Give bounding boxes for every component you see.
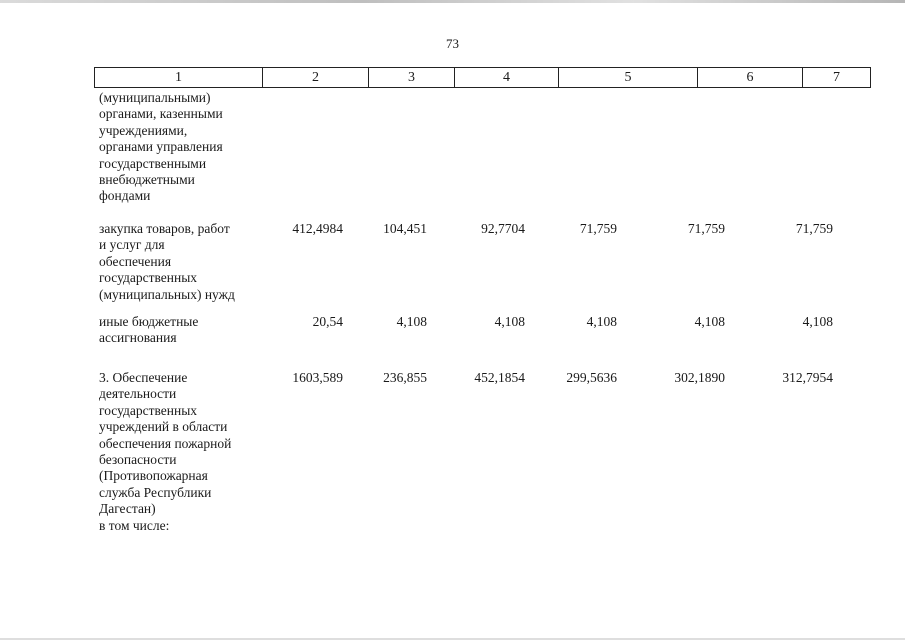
cell-col-6: 71,759 <box>687 221 725 236</box>
cell-col-7: 4,108 <box>802 314 833 329</box>
scan-edge-top <box>0 0 905 3</box>
row-label-line: иные бюджетные <box>99 314 199 329</box>
row-label-line: (муниципальными) <box>99 90 211 105</box>
cell-col-3: 4,108 <box>396 314 427 329</box>
cell-col-3: 236,855 <box>383 370 427 385</box>
cell-col-7: 312,7954 <box>782 370 833 385</box>
row-label <box>99 221 259 303</box>
header-cell-7: 7 <box>833 70 840 85</box>
cell-col-4: 452,1854 <box>474 370 525 385</box>
cell-col-5: 299,5636 <box>566 370 617 385</box>
header-cell-1: 1 <box>95 68 263 87</box>
header-cell-3: 3 <box>369 68 455 87</box>
cell-col-2: 1603,589 <box>292 370 343 385</box>
row-label-line: 3. Обеспечение <box>99 370 188 385</box>
cell-col-2: 20,54 <box>312 314 343 329</box>
cell-col-2: 412,4984 <box>292 221 343 236</box>
row-label <box>99 314 259 347</box>
cell-col-4: 92,7704 <box>481 221 525 236</box>
row-label-line: деятельности <box>99 386 177 402</box>
row-label-line: обеспечения <box>99 253 172 269</box>
header-cell-2: 2 <box>263 68 369 87</box>
page-number: 73 <box>446 36 459 51</box>
cell-col-3: 104,451 <box>383 221 427 236</box>
row-label-line: в том числе: <box>99 517 170 533</box>
header-cell-6: 6 <box>698 68 803 87</box>
row-label-line: органами управления <box>99 139 223 155</box>
row-label-line: государственных <box>99 270 198 286</box>
row-label-line: (Противопожарная <box>99 468 208 484</box>
row-label-line: Дагестан) <box>99 501 156 517</box>
row-label <box>99 90 259 205</box>
row-label-line: ассигнования <box>99 330 177 346</box>
row-label-line: фондами <box>99 188 151 204</box>
row-label-line: государственными <box>99 155 207 171</box>
table-header-row <box>94 67 871 88</box>
cell-col-6: 4,108 <box>694 314 725 329</box>
header-cell-5: 5 <box>559 68 698 87</box>
row-label-line: (муниципальных) нужд <box>99 286 235 302</box>
row-label-line: государственных <box>99 402 198 418</box>
row-label-line: закупка товаров, работ <box>99 221 230 236</box>
row-label-line: внебюджетными <box>99 172 195 188</box>
cell-col-7: 71,759 <box>795 221 833 236</box>
header-cell-4: 4 <box>455 68 559 87</box>
row-label-line: и услуг для <box>99 237 165 253</box>
cell-col-5: 71,759 <box>579 221 617 236</box>
row-label <box>99 370 259 534</box>
row-label-line: служба Республики <box>99 484 212 500</box>
cell-col-6: 302,1890 <box>674 370 725 385</box>
row-label-line: органами, казенными <box>99 106 223 122</box>
row-label-line: учреждениями, <box>99 122 188 138</box>
cell-col-5: 4,108 <box>586 314 617 329</box>
row-label-line: обеспечения пожарной <box>99 435 232 451</box>
row-label-line: учреждений в области <box>99 419 228 435</box>
row-label-line: безопасности <box>99 452 177 468</box>
cell-col-4: 4,108 <box>494 314 525 329</box>
